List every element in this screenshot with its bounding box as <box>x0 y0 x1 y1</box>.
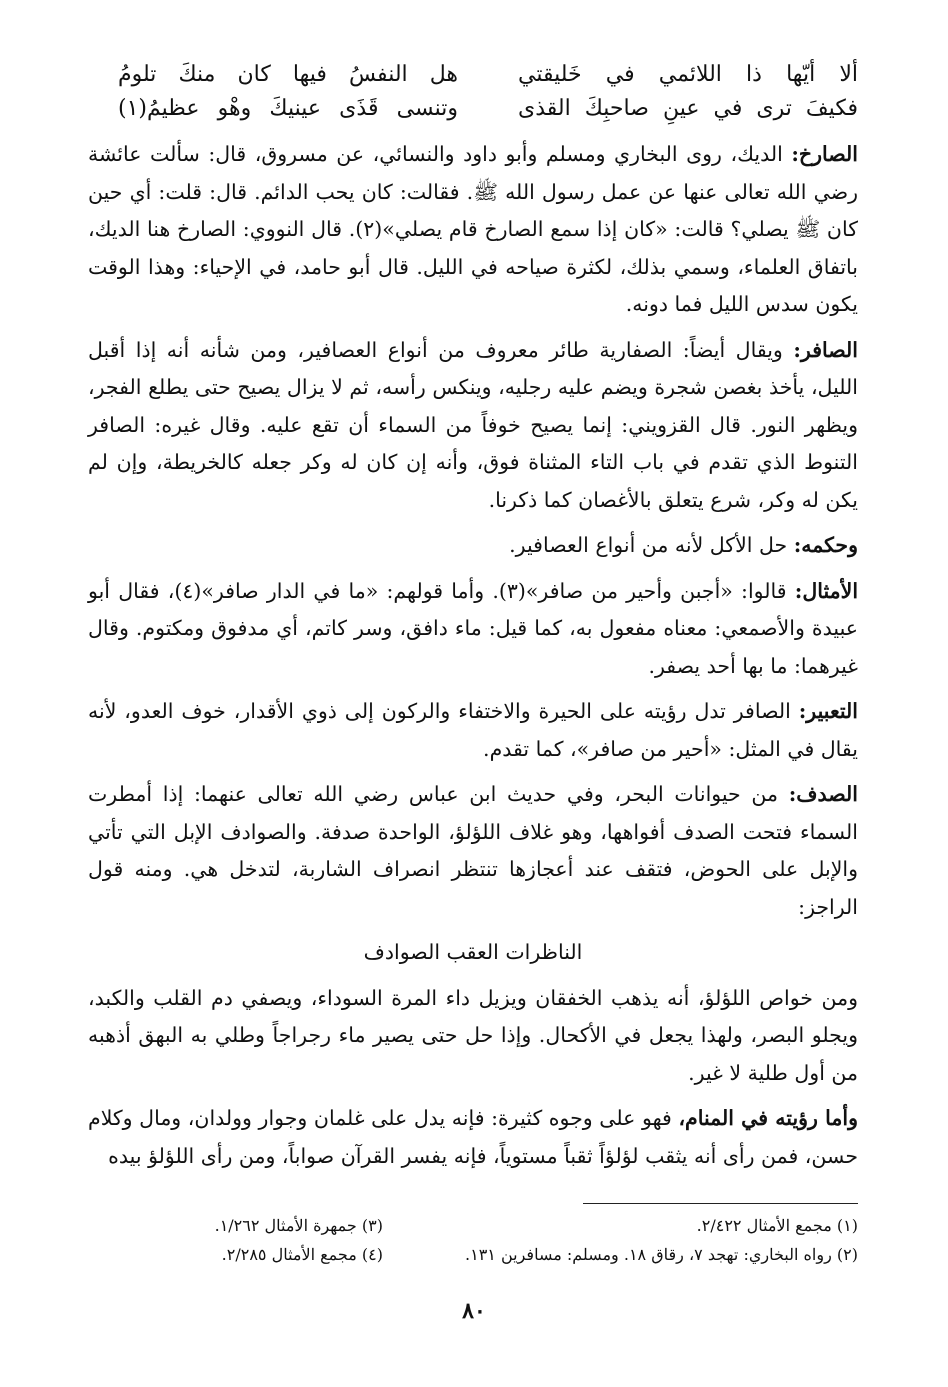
entry-text: حل الأكل لأنه من أنواع العصافير. <box>509 533 794 557</box>
verse-quote: الناظرات العقب الصوادف <box>363 940 583 964</box>
footnote-3: (٣) جمهرة الأمثال ١/٢٦٢. <box>214 1216 383 1235</box>
footnote-1: (١) مجمع الأمثال ٢/٤٢٢. <box>696 1216 858 1235</box>
footnote-divider <box>583 1203 858 1204</box>
entry-paragraph <box>88 332 858 520</box>
entry-term: التعبير: <box>798 699 858 723</box>
page-body <box>88 58 858 1183</box>
entry-term: وحكمه: <box>793 533 858 557</box>
entry-paragraph <box>88 527 858 565</box>
entry-term: الصافر: <box>793 337 858 362</box>
footnote-row <box>88 1211 858 1240</box>
poem-verse <box>118 92 858 126</box>
entry-term: الأمثال: <box>794 578 859 603</box>
entry-paragraph <box>88 1100 858 1175</box>
entry-paragraph <box>88 136 858 324</box>
poem-hemistich-second: هل النفسُ فيها كان منكَ تلومُ <box>118 62 458 87</box>
entry-paragraph <box>88 776 858 926</box>
entry-text: من حيوانات البحر، وفي حديث ابن عباس رضي الله تعالى عنهما: إذا أمطرت السماء فتحت الصدف أفواهها، وهو غلاف اللؤلؤ، الواحدة صدفة. والصوادف الإبل التي تأتي والإبل على الحوض، فتقف عند أعجازها تنتظر انصراف الشاربة، لتدخل هي. ومنه قول الراجز: <box>88 782 858 919</box>
entry-paragraph <box>88 980 858 1093</box>
footnote-2: (٢) رواه البخاري: تهجد ٧، رقاق ١٨. ومسلم: مسافرين ١٣١. <box>465 1245 858 1264</box>
footnote-row <box>88 1240 858 1269</box>
entry-term: الصارخ: <box>791 142 858 166</box>
page-number: ٨٠ <box>462 1298 486 1324</box>
entry-text: ويقال أيضاً: الصفارية طائر معروف من أنواع العصافير، ومن شأنه أنه إذا أقبل الليل، يأخذ بغصن شجرة ويضم عليه رجليه، وينكس رأسه، ثم لا يزال يصيح حتى يطلع الفجر، ويظهر النور. قال القزويني: إنما يصيح خوفاً من السماء أن تقع عليه. وقال غيره: الصافر التنوط الذي تقدم في باب التاء المثناة فوق، وأنه إن كان له وكر جعله كالخريطة، وإن لم يكن له وكر، شرع يتعلق بالأغصان كما ذكرنا. <box>88 337 858 512</box>
poem-hemistich-second: وتنسى قَذَى عينيكَ وهْو عظيمُ(١) <box>118 96 458 121</box>
poem-hemistich-first: فكيفَ ترى في عينِ صاحبِكَ القذى <box>518 96 858 121</box>
entry-term: الصدف: <box>788 782 858 806</box>
entry-text: الديك، روى البخاري ومسلم وأبو داود والنسائي، عن مسروق، قال: سألت عائشة رضي الله تعالى عنها عن عمل رسول الله ﷺ. فقالت: كان يحب الدائم. قال: قلت: أي حين كان ﷺ يصلي؟ قالت: «كان إذا سمع الصارخ قام يصلي»(٢). قال النووي: الصارخ هنا الديك، باتفاق العلماء، وسمي بذلك، لكثرة صياحه في الليل. قال أبو حامد، في الإحياء: وهذا الوقت يكون سدس الليل فما دونه. <box>88 142 858 316</box>
footnote-4: (٤) مجمع الأمثال ٢/٢٨٥. <box>221 1245 383 1264</box>
entry-term: وأما رؤيته في المنام، <box>678 1106 858 1130</box>
entry-paragraph <box>88 573 858 686</box>
poem-hemistich-first: ألا أيّها ذا اللائمي في خَليقتي <box>518 62 858 87</box>
entry-text: ومن خواص اللؤلؤ، أنه يذهب الخفقان ويزيل داء المرة السوداء، ويصفي دم القلب والكبد، ويجلو البصر، ولهذا يجعل في الأكحال. وإذا حل حتى يصير ماء رجراجاً وطلي به البهق أذهبه من أول طلية لا غير. <box>88 985 858 1085</box>
poem-verse <box>118 58 858 92</box>
entry-text: الصافر تدل رؤيته على الحيرة والاختفاء والركون إلى ذوي الأقدار، خوف العدو، لأنه يقال في المثل: «أحير من صافر»، كما تقدم. <box>88 699 858 761</box>
entry-text: قالوا: «أجبن وأحير من صافر»(٣). وأما قولهم: «ما في الدار صافر»(٤)، فقال أبو عبيدة والأصمعي: معناه مفعول به، كما قيل: ماء دافق، وسر كاتم، أي مدفوق ومكتوم. وقال غيرهما: ما بها أحد يصفر. <box>88 578 858 678</box>
entry-paragraph <box>88 693 858 768</box>
footnote-list <box>88 1211 858 1269</box>
entry-text: فهو على وجوه كثيرة: فإنه يدل على غلمان وجوار وولدان، ومال وكلام حسن، فمن رأى أنه يثقب لؤلؤاً ثقباً مستوياً، فإنه يفسر القرآن صواباً، ومن رأى اللؤلؤ بيده <box>88 1106 858 1168</box>
opening-poem <box>118 58 858 126</box>
